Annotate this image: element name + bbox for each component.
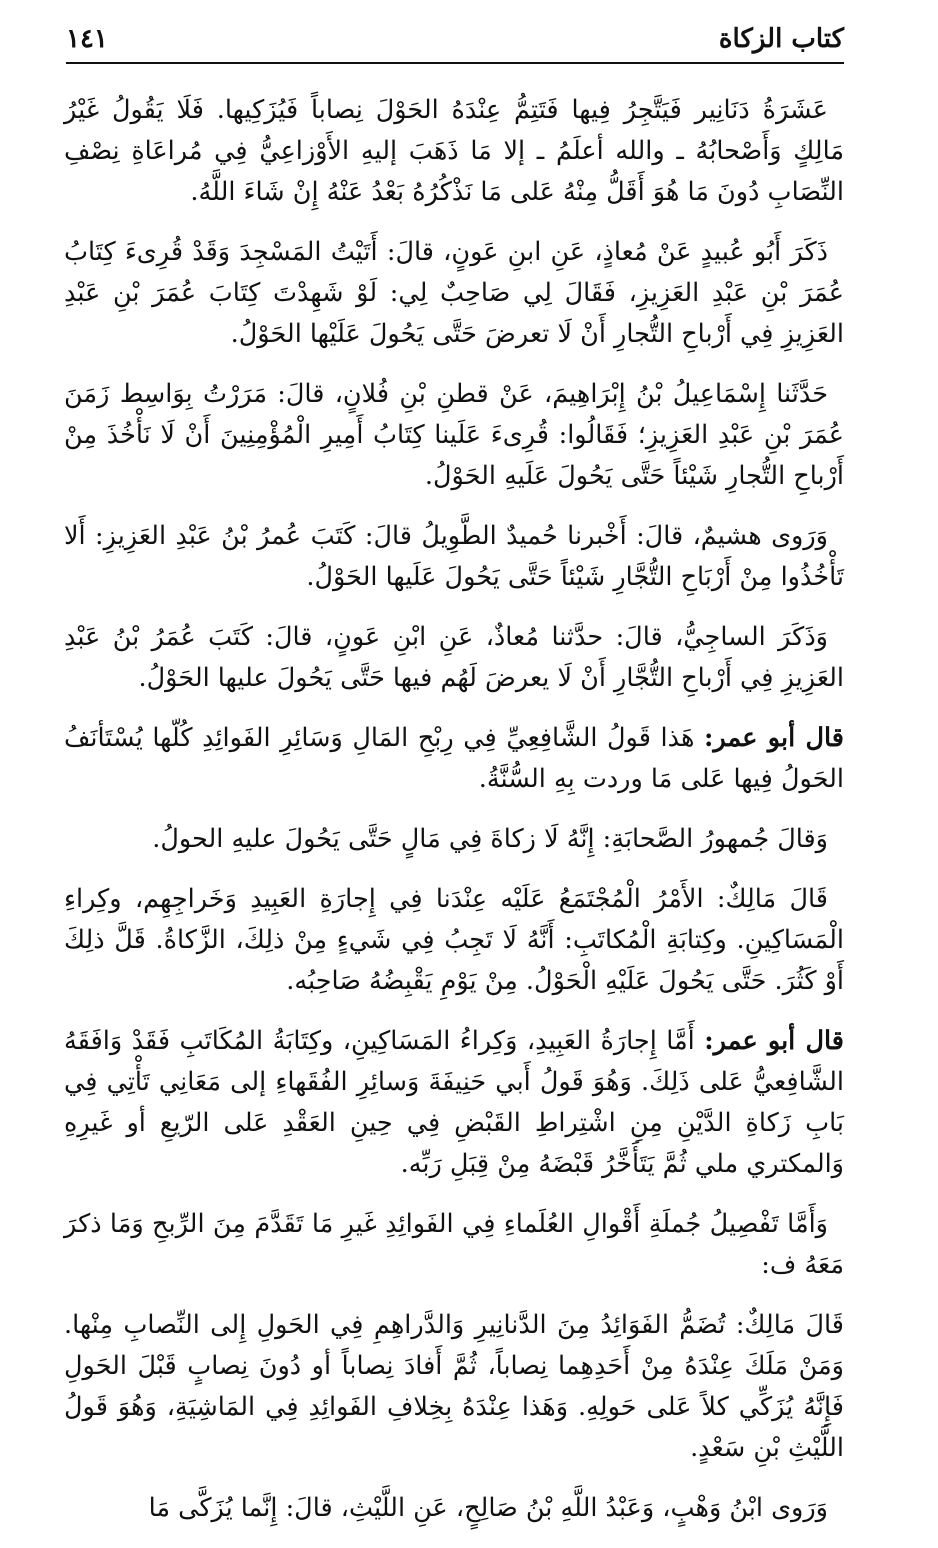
paragraph-4	[64, 516, 844, 598]
paragraph-text: وَأَمَّا تَفْصِيلُ جُملَةِ أَقْوالِ العُلَماءِ فِي الفَوائِدِ غَيرِ مَا تَقَدَّمَ مِنَ الرِّبحِ وَمَا ذكرَ مَعَهُ ف:	[64, 1209, 844, 1280]
paragraph-text: وَذَكَرَ الساجِيُّ، قالَ: حدَّثنا مُعاذٌ، عَنِ ابْنِ عَونٍ، قالَ: كَتَبَ عُمَرُ بْنُ عَبْدِ العَزِيزِ فِي أَرْباحِ التُّجَّارِ أَنْ لَا يعرضَ لَهُم فيها حَتَّى يَحُولَ عليها الحَوْلُ.	[64, 622, 844, 693]
paragraph-text: عَشَرَةُ دَنَانِير فَيَتَّجِرُ فِيها فَتَتِمُّ عِنْدَهُ الحَوْلَ نِصاباً فَيُزَكِيها. فَلَا يَقُولُ غَيْرُ مَالِكٍ وَأَصْحابُهُ ـ والله أعلَمُ ـ إلا مَا ذَهَبَ إليهِ الأَوْزاعِيُّ فِي مُراعَاةِ نِصْفِ النِّصَابِ دُونَ مَا هُوَ أَقَلُّ مِنْهُ عَلى مَا نَذْكُرُهُ بَعْدُ عَنْهُ إِنْ شَاءَ اللَّهُ.	[64, 95, 844, 207]
paragraph-text: وَقالَ جُمهورُ الصَّحابَةِ: إِنَّهُ لَا زكاةَ فِي مَالٍ حَتَّى يَحُولَ عليهِ الحولُ.	[152, 824, 828, 854]
running-header	[66, 22, 844, 70]
paragraph-text: قَالَ مَالِكٌ: تُضَمُّ الفَوَائِدُ مِنَ الدَّنانِيرِ وَالدَّراهِمِ فِي الحَولِ إِلى النِّصابِ مِنْها. وَمَنْ مَلَكَ عِنْدَهُ مِنْ أَحَدِهِما نِصاباً، ثُمَّ أَفادَ نِصاباً أو دُونَ نِصابٍ قَبْلَ الحَولِ فَإِنَّهُ يُزَكِّي كلاً عَلى حَولِهِ. وَهَذا عِنْدَهُ بِخِلافِ الفَوائِدِ فِي المَاشِيَةِ، وَهُوَ قَولُ اللَّيْثِ بْنِ سَعْدٍ.	[64, 1310, 844, 1463]
paragraph-8	[64, 879, 844, 1002]
paragraph-lead: قال أبو عمر:	[704, 1026, 844, 1056]
paragraph-3	[64, 374, 844, 497]
body-text	[64, 90, 844, 1548]
page-number: ١٤١	[66, 24, 108, 54]
paragraph-7	[64, 819, 844, 860]
paragraph-5	[64, 617, 844, 699]
paragraph-text: قَالَ مَالِكٌ: الأَمْرُ الْمُجْتَمَعُ عَلَيْه عِنْدَنا فِي إِجارَةِ العَبِيدِ وَخَراجِهِم، وكِراءِ الْمَسَاكِينِ. وكِتابَةِ الْمُكاتَبِ: أَنَّهُ لَا تَجِبُ فِي شَيءٍ مِنْ ذلِكَ، الزَّكاةُ. قَلَّ ذلِكَ أَوْ كَثُرَ. حَتَّى يَحُولَ عَلَيْهِ الْحَوْلُ. مِنْ يَوْمِ يَقْبِضُهُ صَاحِبُه.	[64, 884, 844, 996]
paragraph-text: هَذا قَولُ الشَّافِعِيِّ فِي رِبْحِ المَالِ وَسَائِرِ الفَوائِدِ كُلّها يُسْتَأنَفُ الحَولُ فِيها عَلى مَا وردت بِهِ السُّنَّةُ.	[64, 723, 844, 794]
paragraph-2	[64, 232, 844, 355]
paragraph-9	[64, 1021, 844, 1185]
paragraph-lead: قال أبو عمر:	[704, 723, 844, 753]
paragraph-12	[64, 1488, 844, 1529]
paragraph-text: حَدَّثَنا إِسْمَاعِيلُ بْنُ إِبْرَاهِيمَ، عَنْ قطنِ بْنِ فُلانٍ، قالَ: مَرَرْتُ بِوَاسِط زَمَنَ عُمَرَ بْنِ عَبْدِ العَزِيزِ؛ فَقَالُوا: قُرِىءَ عَلَينا كِتَابُ أَمِيرِ الْمُؤْمِنِينَ أَنْ لَا نَأْخُذَ مِنْ أَرْباحِ التُّجارِ شَيْئاً حَتَّى يَحُولَ عَلَيهِ الحَوْلُ.	[64, 379, 844, 491]
paragraph-10	[64, 1204, 844, 1286]
header-rule	[66, 62, 844, 64]
paragraph-text: ذَكَرَ أَبُو عُبيدٍ عَنْ مُعاذٍ، عَنِ ابنِ عَونٍ، قالَ: أَتَيْتُ المَسْجِدَ وَقَدْ قُرِىءَ كِتَابُ عُمَرَ بْنِ عَبْدِ العَزِيزِ، فَقَالَ لِي صَاحِبٌ لِي: لَوْ شَهِدْتَ كِتَابَ عُمَرَ بْنِ عَبْدِ العَزِيزِ فِي أَرْباحِ التُّجارِ أَنْ لَا تعرضَ حَتَّى يَحُولَ عَلَيْها الحَوْلُ.	[64, 237, 844, 349]
chapter-title: كتاب الزكاة	[718, 24, 844, 54]
paragraph-11	[64, 1305, 844, 1469]
paragraph-1	[64, 90, 844, 213]
paragraph-6	[64, 718, 844, 800]
paragraph-text: أَمَّا إِجارَةُ العَبِيدِ، وَكِراءُ المَسَاكِينِ، وكِتَابَةُ المُكَاتَبِ فَقَدْ وَافَقَهُ الشَّافِعيُّ عَلى ذَلِكَ. وَهُوَ قَولُ أَبي حَنِيفَةَ وَسائِرِ الفُقَهاءِ إلى مَعَانِي تَأْتِي فِي بَابِ زَكاةِ الدَّيْنِ مِنِ اشْتِراطِ القَبْضِ فِي حِينِ العَقْدِ عَلى الرّيعِ أو غَيرِهِ وَالمكتري ملي ثُمَّ يَتَأَخَّرُ قَبْضَهُ مِنْ قِبَلِ رَبِّه.	[64, 1026, 844, 1179]
paragraph-text: وَرَوى هشيمٌ، قالَ: أَخْبرنا حُميدٌ الطَّوِيلُ قالَ: كَتَبَ عُمرُ بْنُ عَبْدِ العَزِيزِ: أَلا تَأْخُذُوا مِنْ أَرْبَاحِ التُّجَّارِ شَيْئاً حَتَّى يَحُولَ عَلَيها الحَوْلُ.	[64, 521, 844, 592]
paragraph-text: وَرَوى ابْنُ وَهْبٍ، وَعَبْدُ اللَّهِ بْنُ صَالِحٍ، عَنِ اللَّيْثِ، قالَ: إِنَّما يُزَكَّى مَا	[148, 1493, 828, 1523]
